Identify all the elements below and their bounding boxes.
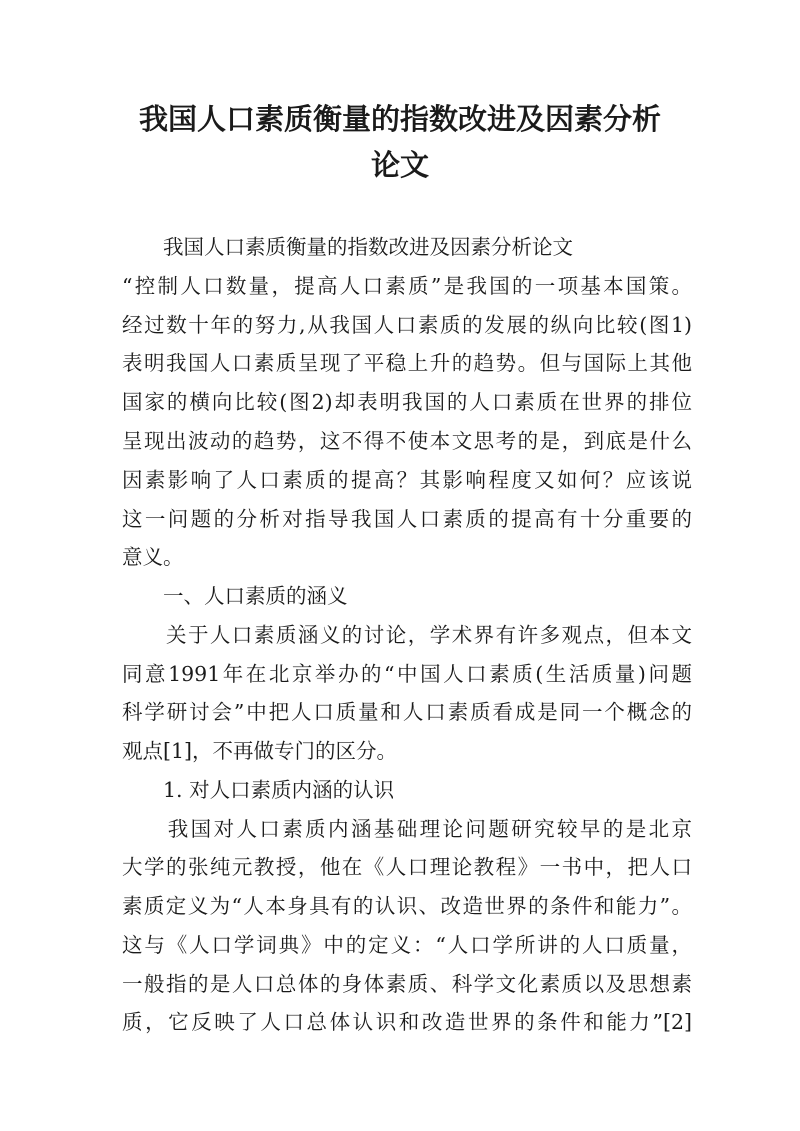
paragraph-line: 这与《人口学词典》中的定义：“人口学所讲的人口质量， bbox=[122, 933, 692, 957]
paragraph-line: 观点[1]，不再做专门的区分。 bbox=[122, 739, 398, 763]
paragraph-line: 关于人口素质涵义的讨论，学术界有许多观点，但本文 bbox=[122, 623, 692, 647]
paragraph-line: 同意1991年在北京举办的“中国人口素质(生活质量)问题 bbox=[122, 662, 692, 686]
paragraph-line: “控制人口数量，提高人口素质”是我国的一项基本国策。 bbox=[122, 274, 692, 298]
paragraph-line: 我国对人口素质内涵基础理论问题研究较早的是北京 bbox=[122, 817, 692, 841]
subsection-heading: 1. 对人口素质内涵的认识 bbox=[122, 778, 395, 802]
document-title-line-2: 论文 bbox=[370, 148, 429, 182]
paragraph-line: 表明我国人口素质呈现了平稳上升的趋势。但与国际上其他 bbox=[122, 351, 692, 375]
paragraph-line: 国家的横向比较(图2)却表明我国的人口素质在世界的排位 bbox=[122, 390, 692, 414]
paragraph-line: 因素影响了人口素质的提高？其影响程度又如何？应该说 bbox=[122, 468, 692, 492]
paragraph-line: 大学的张纯元教授，他在《人口理论教程》一书中，把人口 bbox=[122, 855, 692, 879]
paragraph-line: 一般指的是人口总体的身体素质、科学文化素质以及思想素 bbox=[122, 972, 692, 996]
document-title-line-1: 我国人口素质衡量的指数改进及因素分析 bbox=[138, 102, 661, 136]
paragraph-line: 意义。 bbox=[122, 545, 184, 569]
paragraph-line: 呈现出波动的趋势，这不得不使本文思考的是，到底是什么 bbox=[122, 429, 692, 453]
section-heading: 一、人口素质的涵义 bbox=[122, 584, 348, 608]
paragraph-line: 科学研讨会”中把人口质量和人口素质看成是同一个概念的 bbox=[122, 700, 692, 724]
paragraph-line: 素质定义为“人本身具有的认识、改造世界的条件和能力”。 bbox=[122, 894, 692, 918]
paragraph-line: 质，它反映了人口总体认识和改造世界的条件和能力”[2] bbox=[122, 1010, 692, 1034]
paragraph-line: 这一问题的分析对指导我国人口素质的提高有十分重要的 bbox=[122, 507, 692, 531]
paragraph-line: 我国人口素质衡量的指数改进及因素分析论文 bbox=[122, 235, 573, 259]
paragraph-line: 经过数十年的努力,从我国人口素质的发展的纵向比较(图1) bbox=[122, 313, 692, 337]
